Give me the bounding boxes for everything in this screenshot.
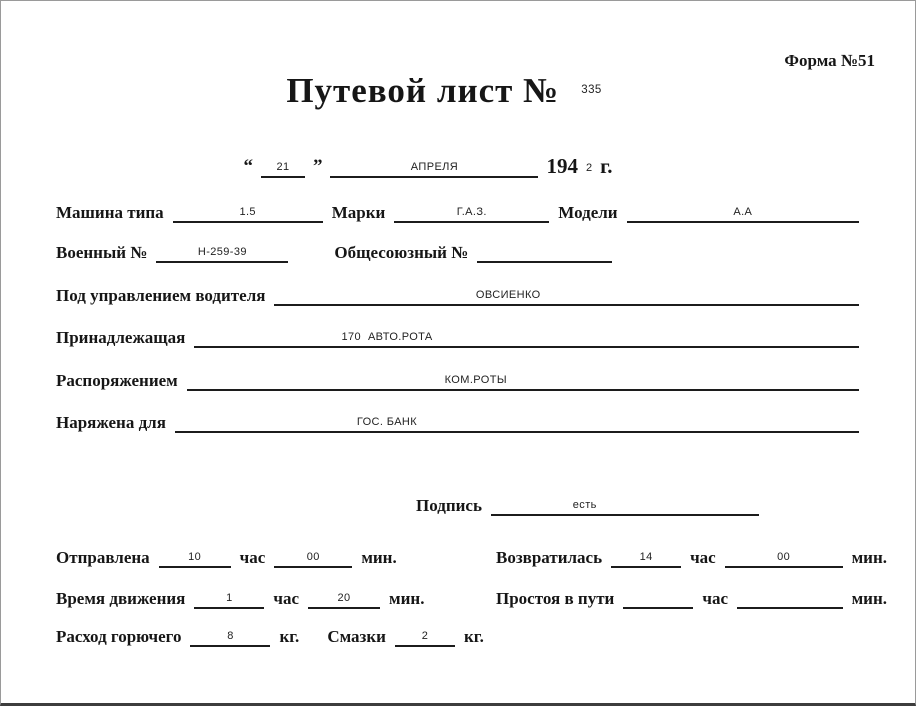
moving-time-minutes-value: 20 [337, 592, 351, 604]
fuel-consumption-label: Расход горючего [56, 627, 182, 646]
model-value: А.А [733, 206, 753, 218]
moving-time-hours-field [194, 587, 264, 609]
fuel-consumption-value: 8 [227, 630, 234, 642]
machine-type-field [173, 201, 323, 223]
assignment-value: ГОС. БАНК [356, 416, 418, 428]
returned-label: Возвратилась [496, 548, 603, 567]
title-row [1, 71, 915, 111]
machine-type-label: Машина типа [56, 203, 164, 222]
spacer [297, 262, 325, 263]
kg-unit-label: кг. [463, 627, 484, 646]
departed-hours-value: 10 [188, 551, 202, 563]
year-suffix: г. [600, 154, 613, 178]
returned-hours-value: 14 [639, 551, 653, 563]
driver-field [274, 284, 859, 306]
year-prefix: 194 [546, 154, 578, 178]
driver-value: ОВСИЕНКО [475, 289, 541, 301]
military-number-value: Н-259-39 [197, 246, 247, 258]
date-day-value: 21 [276, 161, 290, 173]
hour-unit-label: час [702, 589, 728, 608]
fuel-consumption-field [190, 625, 270, 647]
open-quote: “ [243, 156, 253, 177]
date-month-value: АПРЕЛЯ [410, 161, 459, 173]
signature-field [491, 494, 759, 516]
departed-minutes-value: 00 [306, 551, 320, 563]
idle-time-minutes-field [737, 587, 843, 609]
returned-row [496, 546, 887, 568]
assignment-label: Наряжена для [56, 413, 166, 432]
hour-unit-label: час [690, 548, 716, 567]
lubricant-field [395, 625, 455, 647]
departed-row [56, 546, 456, 568]
page-title: Путевой лист № [286, 71, 560, 110]
belongs-label: Принадлежащая [56, 328, 186, 347]
minute-unit-label: мин. [389, 589, 425, 608]
close-quote: ” [312, 156, 323, 177]
model-field [627, 201, 859, 223]
union-number-field [477, 241, 612, 263]
idle-time-label: Простоя в пути [496, 589, 615, 608]
driver-row [56, 284, 859, 306]
belongs-field [194, 326, 859, 348]
brand-label: Марки [331, 203, 386, 222]
assignment-field [175, 411, 859, 433]
departed-minutes-field [274, 546, 352, 568]
brand-value: Г.А.З. [456, 206, 487, 218]
military-number-label: Военный № [56, 243, 148, 262]
machine-type-value: 1.5 [239, 206, 256, 218]
waybill-number-value: 335 [581, 84, 602, 96]
military-number-field [156, 241, 288, 263]
form-number-label: Форма №51 [784, 51, 875, 70]
date-row [1, 148, 915, 178]
union-number-label: Общесоюзный № [334, 243, 469, 262]
departed-hours-field [159, 546, 231, 568]
assignment-row [56, 411, 859, 433]
spacer [308, 646, 318, 647]
order-row [56, 369, 859, 391]
order-value: КОМ.РОТЫ [444, 374, 507, 386]
driver-label: Под управлением водителя [56, 286, 266, 305]
idle-time-hours-field [623, 587, 693, 609]
signature-value: есть [572, 499, 597, 511]
lubricant-label: Смазки [327, 627, 386, 646]
minute-unit-label: мин. [851, 548, 887, 567]
belongs-value: 170 АВТО.РОТА [341, 331, 433, 343]
moving-time-hours-value: 1 [226, 592, 233, 604]
moving-time-row [56, 587, 456, 609]
idle-time-row [496, 587, 887, 609]
fuel-row [56, 625, 536, 647]
returned-minutes-field [725, 546, 843, 568]
order-field [187, 369, 859, 391]
brand-field [394, 201, 549, 223]
minute-unit-label: мин. [851, 589, 887, 608]
returned-minutes-value: 00 [777, 551, 791, 563]
kg-unit-label: кг. [279, 627, 300, 646]
machine-row [56, 201, 859, 223]
signature-row [416, 494, 759, 516]
order-label: Распоряжением [56, 371, 178, 390]
numbers-row [56, 241, 859, 263]
hour-unit-label: час [273, 589, 300, 608]
returned-hours-field [611, 546, 681, 568]
moving-time-minutes-field [308, 587, 380, 609]
date-month-field [330, 152, 538, 178]
model-label: Модели [558, 203, 618, 222]
signature-label: Подпись [416, 496, 482, 515]
date-day-field [261, 152, 305, 178]
year-filled-digit: 2 [585, 162, 593, 174]
departed-label: Отправлена [56, 548, 150, 567]
moving-time-label: Время движения [56, 589, 186, 608]
minute-unit-label: мин. [361, 548, 397, 567]
hour-unit-label: час [239, 548, 266, 567]
belongs-row [56, 326, 859, 348]
lubricant-value: 2 [421, 630, 429, 642]
